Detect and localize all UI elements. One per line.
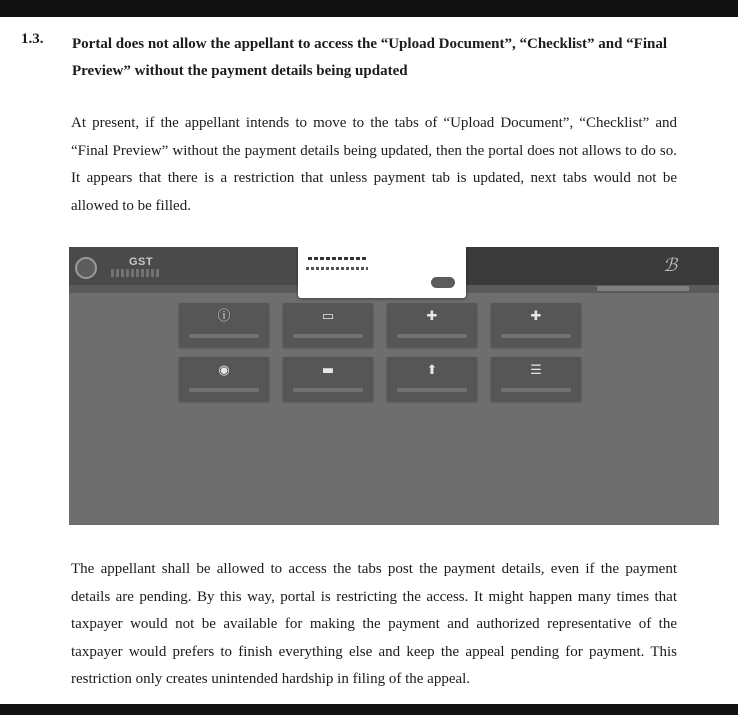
brand-logo-icon: ℬ [663,255,678,276]
bottom-black-bar [0,704,738,715]
tile-8 [491,357,581,401]
tile-label [293,334,363,338]
alert-popup [298,247,466,298]
card-icon: ▬ [321,363,335,378]
popup-message-line [306,267,368,270]
gst-logo-text: GST [129,256,154,268]
document-icon: ▭ [321,309,335,324]
list-icon: ☰ [530,363,542,378]
add-user-icon: ✚ [426,309,438,324]
tile-6 [283,357,373,401]
globe-icon: ◉ [218,363,230,378]
upload-icon: ⬆ [426,363,438,378]
info-icon: ⓘ [217,309,231,324]
tile-label [501,334,571,338]
top-black-bar [0,0,738,17]
popup-title-line [308,257,368,260]
emblem-icon [75,257,97,279]
paragraph-current-behaviour: At present, if the appellant intends to move to the tabs of “Upload Document”, “Checklist” and “Final Preview” without the payment details being updated, then the portal does not allows to do so. It appears that there is a restriction that unless payment tab is updated, next tabs would not be allowed to be filled. [71,115,677,214]
tile-2 [283,303,373,347]
section-title: Portal does not allow the appellant to access the “Upload Document”, “Checklist” and “Final Preview” without the payment details being updated [72,36,668,79]
tile-label [293,388,363,392]
tile-1 [179,303,269,347]
tile-5 [179,357,269,401]
tile-label [397,334,467,338]
popup-ok-button [431,277,455,288]
tile-label [501,388,571,392]
tile-label [397,388,467,392]
portal-subnav-links [597,286,689,291]
section-number: 1.3. [21,31,44,47]
tile-7 [387,357,477,401]
add-user-icon: ✚ [530,309,542,324]
paragraph-recommendation: The appellant shall be allowed to access the tabs post the payment details, even if the payment details are pending. By this way, portal is restricting the access. It might happen many times that taxpayer would not be available for making the payment and authorized representative of the taxpayer would prefers to finish everything else and keep the appeal pending for payment. This restriction only creates unintended hardship in filing of the appeal. [71,561,677,687]
gst-logo-subtext [111,269,161,277]
tile-3 [387,303,477,347]
tile-label [189,388,259,392]
portal-screenshot [69,247,719,525]
tile-4 [491,303,581,347]
tile-label [189,334,259,338]
